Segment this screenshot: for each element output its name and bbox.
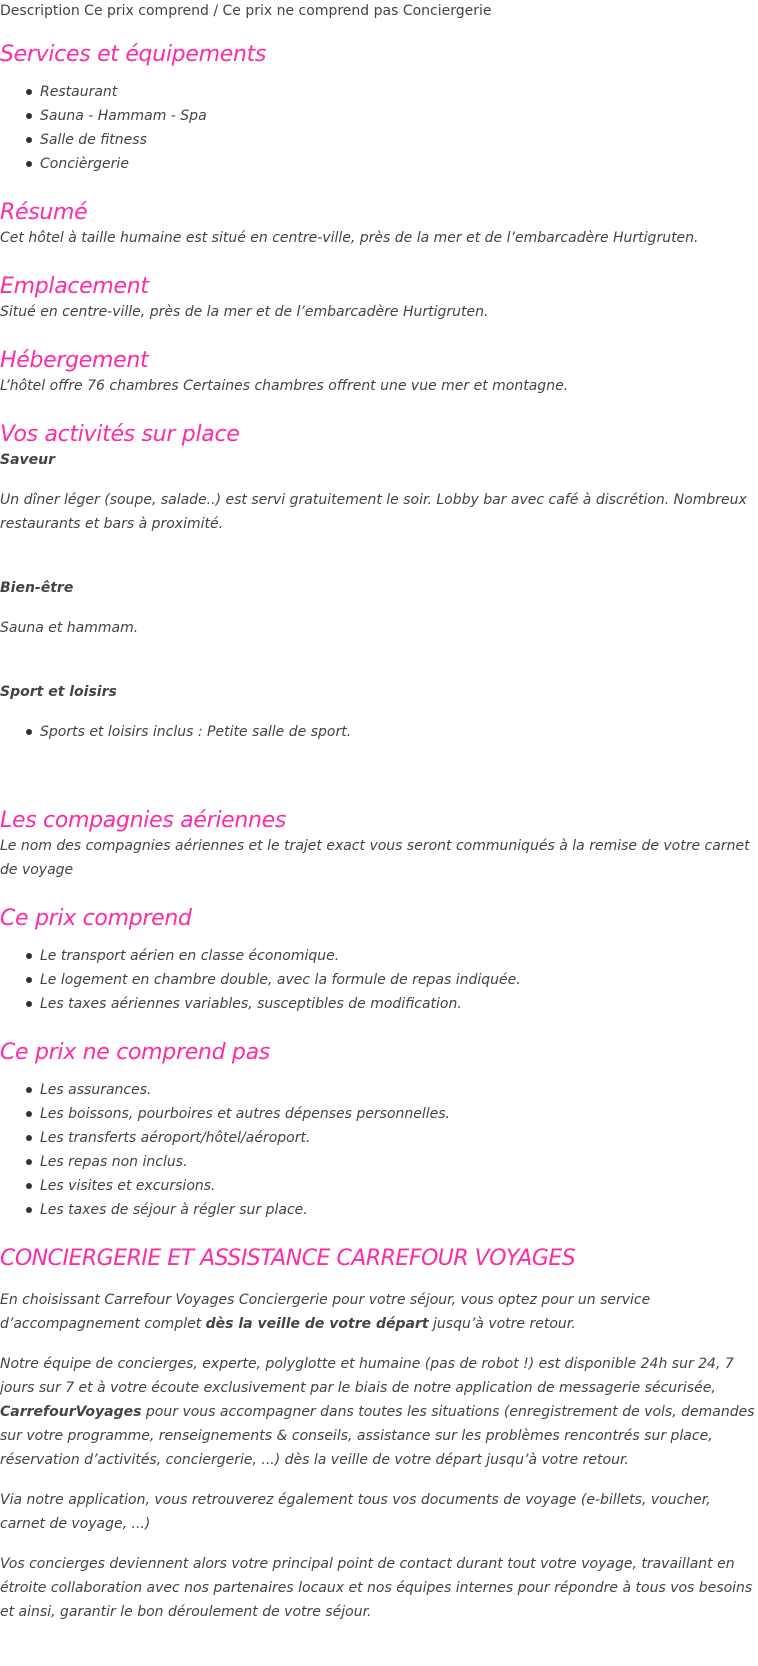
bienetre-title: Bien-être [0, 580, 74, 596]
compagnies-text: Le nom des compagnies aériennes et le trajet exact vous seront communiqués à la remise de votre carnet de voyage [0, 838, 750, 878]
list-item: Les boissons, pourboires et autres dépenses personnelles. [40, 1102, 758, 1126]
resume-title: Résumé [0, 200, 88, 225]
hebergement-title: Hébergement [0, 348, 149, 373]
list-item: Les taxes aériennes variables, susceptibles de modification. [40, 992, 758, 1016]
bienetre-text: Sauna et hammam. [0, 620, 139, 636]
comprend-title: Ce prix comprend [0, 906, 192, 931]
hebergement-text: L’hôtel offre 76 chambres Certaines chambres offrent une vue mer et montagne. [0, 378, 569, 394]
conciergerie-paragraph-3: Via notre application, vous retrouverez également tous vos documents de voyage (e-billets, voucher, carnet de voyage, ...) [0, 1492, 711, 1532]
breadcrumb: Description Ce prix comprend / Ce prix ne comprend pas Conciergerie [0, 3, 492, 19]
conciergerie-p2-text-end: pour vous accompagner dans toutes les situations (enregistrement de vols, demandes sur votre programme, renseignements & conseils, assistance sur les problèmes rencontrés sur place, réservation d’activités, conciergerie, ...) dès la veille de votre départ jusqu’à votre retour. [0, 1404, 755, 1468]
saveur-title: Saveur [0, 452, 56, 468]
conciergerie-p1-bold: dès la veille de votre départ [205, 1316, 429, 1332]
list-item: Les visites et excursions. [40, 1174, 758, 1198]
conciergerie-p1-text: En choisissant Carrefour Voyages Conciergerie pour votre séjour, vous optez pour un service d’accompagnement complet [0, 1292, 651, 1332]
conciergerie-title: CONCIERGERIE ET ASSISTANCE CARREFOUR VOYAGES [0, 1246, 576, 1271]
conciergerie-paragraph-1 [0, 1288, 758, 1336]
list-item: Les transferts aéroport/hôtel/aéroport. [40, 1126, 758, 1150]
list-item: Le logement en chambre double, avec la formule de repas indiquée. [40, 968, 758, 992]
ne-comprend-title: Ce prix ne comprend pas [0, 1040, 270, 1065]
ne-comprend-list [0, 1078, 758, 1222]
conciergerie-p1-text-end: jusqu’à votre retour. [428, 1316, 576, 1332]
conciergerie-p2-bold: CarrefourVoyages [0, 1404, 142, 1420]
emplacement-text: Situé en centre-ville, près de la mer et de l’embarcadère Hurtigruten. [0, 304, 489, 320]
comprend-list [0, 944, 758, 1016]
list-item: Les repas non inclus. [40, 1150, 758, 1174]
conciergerie-p2-text: Notre équipe de concierges, experte, polyglotte et humaine (pas de robot !) est disponible 24h sur 24, 7 jours sur 7 et à votre écoute exclusivement par le biais de notre application de messagerie sécurisée, [0, 1356, 734, 1396]
emplacement-title: Emplacement [0, 274, 149, 299]
conciergerie-paragraph-2 [0, 1352, 758, 1472]
sport-title: Sport et loisirs [0, 684, 117, 700]
list-item: Sauna - Hammam - Spa [40, 104, 758, 128]
list-item: Sports et loisirs inclus : Petite salle de sport. [40, 720, 758, 744]
list-item: Le transport aérien en classe économique. [40, 944, 758, 968]
saveur-text: Un dîner léger (soupe, salade..) est servi gratuitement le soir. Lobby bar avec café à discrétion. Nombreux restaurants et bars à proximité. [0, 492, 747, 532]
list-item: Salle de fitness [40, 128, 758, 152]
resume-text: Cet hôtel à taille humaine est situé en centre-ville, près de la mer et de l’embarcadère Hurtigruten. [0, 230, 699, 246]
list-item: Restaurant [40, 80, 758, 104]
sport-list [0, 720, 758, 744]
compagnies-title: Les compagnies aériennes [0, 808, 287, 833]
services-title: Services et équipements [0, 42, 267, 67]
conciergerie-paragraph-4: Vos concierges deviennent alors votre principal point de contact durant tout votre voyage, travaillant en étroite collaboration avec nos partenaires locaux et nos équipes internes pour répondre à tous vos besoins et ainsi, garantir le bon déroulement de votre séjour. [0, 1556, 753, 1620]
list-item: Les assurances. [40, 1078, 758, 1102]
services-list [0, 80, 758, 176]
list-item: Concièrgerie [40, 152, 758, 176]
activites-title: Vos activités sur place [0, 422, 240, 447]
list-item: Les taxes de séjour à régler sur place. [40, 1198, 758, 1222]
